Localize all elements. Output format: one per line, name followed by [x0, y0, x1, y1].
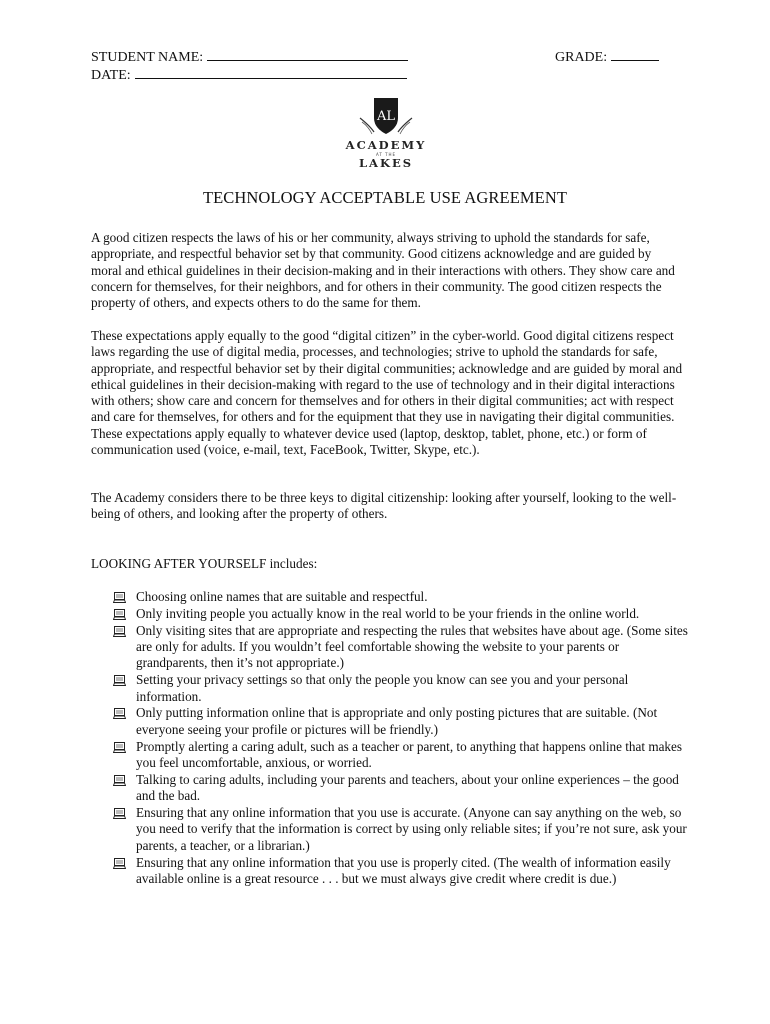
list-item — [113, 772, 693, 805]
list-item-text: Promptly alerting a caring adult, such as a teacher or parent, to anything that happens online that makes you feel uncomfortable, anxious, or worried. — [136, 738, 683, 770]
computer-icon — [113, 708, 126, 719]
list-item — [113, 623, 693, 672]
list-item — [113, 739, 693, 772]
list-item-text: Only putting information online that is appropriate and only posting pictures that are suitable. (Not everyone seeing your profile or pictures will be friendly.) — [136, 705, 658, 737]
list-item-text: Setting your privacy settings so that only the people you know can see you and your personal information. — [136, 672, 629, 704]
computer-icon — [113, 592, 126, 603]
list-item — [113, 589, 693, 605]
paragraph-three-keys: The Academy considers there to be three keys to digital citizenship: looking after yourself, looking to the well-being of others, and looking after the property of others. — [91, 490, 677, 522]
list-item-text: Choosing online names that are suitable and respectful. — [136, 589, 428, 604]
list-item — [113, 805, 693, 854]
section-heading: LOOKING AFTER YOURSELF includes: — [91, 556, 318, 571]
list-item-text: Only inviting people you actually know in the real world to be your friends in the online world. — [136, 605, 640, 621]
student-name-blank[interactable] — [207, 48, 408, 61]
list-item — [113, 855, 693, 888]
grade-row — [555, 48, 659, 66]
computer-icon — [113, 808, 126, 819]
computer-icon — [113, 742, 126, 753]
document-title: TECHNOLOGY ACCEPTABLE USE AGREEMENT — [202, 188, 568, 207]
list-item — [113, 705, 693, 738]
logo-monogram: AL — [376, 109, 396, 124]
computer-icon — [113, 775, 126, 786]
student-name-label: STUDENT NAME: — [91, 50, 204, 65]
date-blank[interactable] — [135, 66, 407, 79]
school-logo — [341, 96, 431, 170]
list-item — [113, 672, 693, 705]
list-item-text: Ensuring that any online information that you use is properly cited. (The wealth of information easily available online is a great resource . . . but we must always give credit where credit is due.) — [136, 854, 671, 886]
bullet-list — [113, 589, 693, 888]
computer-icon — [113, 858, 126, 869]
list-item-text: Ensuring that any online information that you use is accurate. (Anyone can say anything on the web, so you need to verify that the information is correct by using only reliable sites; if you’re not sure, ask your parents, a teacher, or a librarian.) — [136, 805, 687, 853]
logo-text-lakes: LAKES — [358, 156, 414, 170]
computer-icon — [113, 626, 126, 637]
student-name-row — [91, 48, 408, 66]
list-item — [113, 606, 693, 622]
list-item-text: Talking to caring adults, including your parents and teachers, about your online experiences – the good and the bad. — [136, 771, 679, 804]
logo-text-academy: ACADEMY — [345, 138, 427, 152]
logo-text-at-the: AT THE — [375, 152, 397, 157]
paragraph-digital-citizen: These expectations apply equally to the good “digital citizen” in the cyber-world. Good digital citizens respect laws regarding the use of digital media, processes, and technologies; strive to uphold the standards for safe, appropriate, and respectful behavior set by their digital communities; acknowledge and are guided by moral and ethical guidelines in their decision-making with regard to the use of technology and in their digital interactions with others; show care and concern for themselves and for others in their digital communities; act with respect and care for themselves, for others and for the equipment that they use in navigating their digital communities. These expectations apply equally to whatever device used (laptop, desktop, tablet, phone, etc.) or form of communication used (voice, e-mail, text, FaceBook, Twitter, Skype, etc.). — [91, 328, 683, 458]
date-label: DATE: — [91, 68, 131, 83]
computer-icon — [113, 609, 126, 620]
computer-icon — [113, 675, 126, 686]
list-item-text: Only visiting sites that are appropriate and respecting the rules that websites have about age. (Some sites are only for adults. If you wouldn’t feel comfortable showing the website to your parents or grandparents, then it’s not appropriate.) — [136, 622, 688, 671]
date-row — [91, 66, 407, 84]
shield-icon — [356, 96, 416, 136]
paragraph-good-citizen: A good citizen respects the laws of his or her community, always striving to uphold the standards for safe, appropriate, and respectful behavior set by that community. Good citizens acknowledge and are guided by moral and ethical guidelines in their decision-making and in their interactions with others. They show care and concern for themselves, for their neighbors, and for others in their community. The good citizen respects the property of others, and expects others to do the same for them. — [91, 230, 675, 311]
grade-blank[interactable] — [611, 48, 659, 61]
grade-label: GRADE: — [555, 50, 608, 65]
